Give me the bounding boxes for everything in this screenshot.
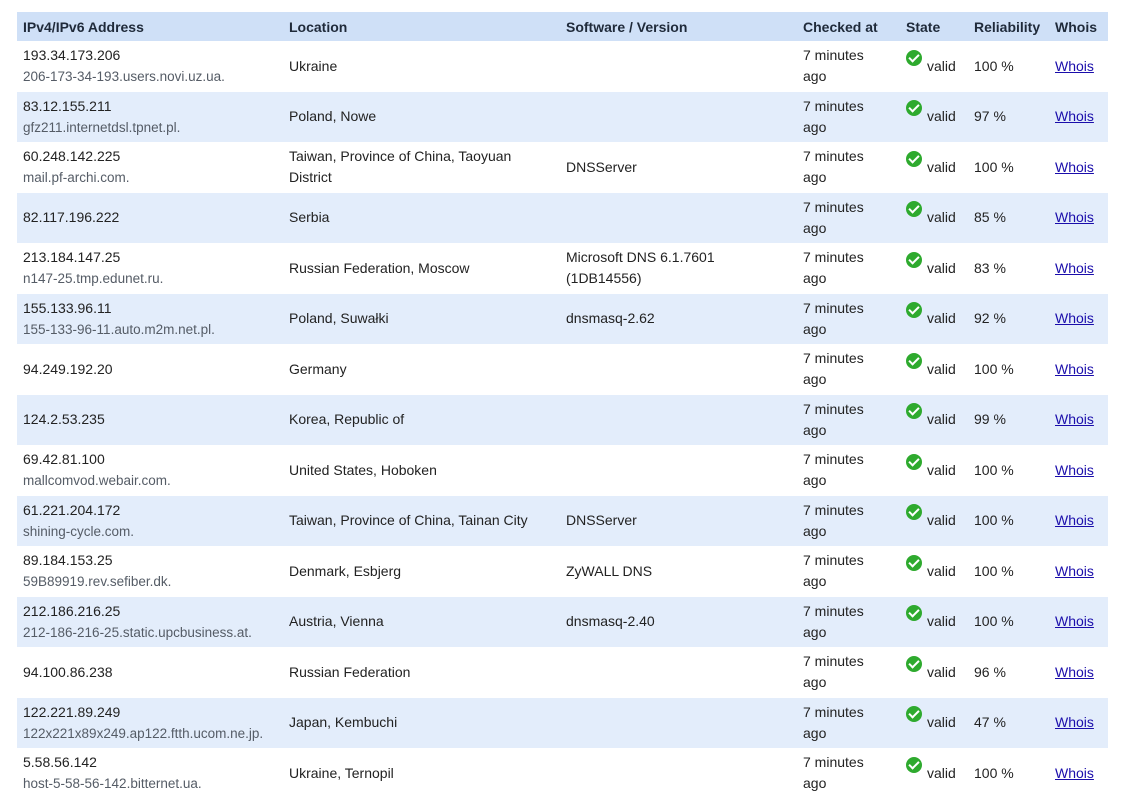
state-label: valid (927, 411, 956, 428)
header-location[interactable]: Location (283, 12, 560, 41)
address-cell (17, 546, 283, 597)
software-cell: DNSServer (566, 158, 637, 175)
ip-address: 5.58.56.142 (23, 754, 97, 771)
ip-address: 94.249.192.20 (23, 360, 113, 377)
checked-at-line2: ago (803, 775, 827, 792)
checked-at-line1: 7 minutes (803, 451, 864, 468)
whois-cell (1049, 698, 1108, 749)
location-cell: Ukraine, Ternopil (289, 764, 394, 781)
whois-cell (1049, 647, 1108, 698)
checked-at-cell (797, 748, 900, 799)
location-cell: Ukraine (289, 57, 338, 74)
table-row (17, 647, 1108, 698)
checked-at-line2: ago (803, 169, 827, 186)
address-cell (17, 445, 283, 496)
table-row (17, 597, 1108, 648)
whois-link[interactable]: Whois (1055, 259, 1094, 276)
checked-at-line1: 7 minutes (803, 148, 864, 165)
state-label: valid (927, 461, 956, 478)
ip-address: 212.186.216.25 (23, 602, 121, 619)
table-row (17, 748, 1108, 799)
checked-at-line2: ago (803, 68, 827, 85)
check-circle-icon (906, 50, 922, 66)
check-circle-icon (906, 403, 922, 419)
software-cell: DNSServer (566, 512, 637, 529)
address-cell (17, 142, 283, 193)
checked-at-cell (797, 243, 900, 294)
check-circle-icon (906, 201, 922, 217)
table-row (17, 41, 1108, 92)
check-circle-icon (906, 656, 922, 672)
whois-cell (1049, 445, 1108, 496)
checked-at-line1: 7 minutes (803, 602, 864, 619)
check-circle-icon (906, 302, 922, 318)
reliability-cell: 100 % (974, 158, 1014, 175)
software-cell: Microsoft DNS 6.1.7601 (1DB14556) (566, 249, 715, 287)
header-reliability[interactable]: Reliability (968, 12, 1049, 41)
checked-at-line2: ago (803, 118, 827, 135)
hostname: 212-186-216-25.static.upcbusiness.at. (23, 624, 252, 640)
ip-address: 122.221.89.249 (23, 703, 121, 720)
hostname: 59B89919.rev.sefiber.dk. (23, 574, 172, 590)
checked-at-cell (797, 647, 900, 698)
software-cell (560, 698, 797, 749)
table-row (17, 243, 1108, 294)
checked-at-line2: ago (803, 219, 827, 236)
table-row (17, 142, 1108, 193)
location-cell: Korea, Republic of (289, 411, 405, 428)
checked-at-cell (797, 445, 900, 496)
state-cell (900, 344, 968, 395)
checked-at-cell (797, 597, 900, 648)
state-label: valid (927, 764, 956, 781)
checked-at-line1: 7 minutes (803, 754, 864, 771)
check-circle-icon (906, 100, 922, 116)
checked-at-line2: ago (803, 421, 827, 438)
checked-at-cell (797, 344, 900, 395)
location-cell: Poland, Suwałki (289, 310, 389, 327)
table-row (17, 344, 1108, 395)
whois-link[interactable]: Whois (1055, 613, 1094, 630)
address-cell (17, 698, 283, 749)
state-cell (900, 92, 968, 143)
whois-link[interactable]: Whois (1055, 714, 1094, 731)
header-address[interactable]: IPv4/IPv6 Address (17, 12, 283, 41)
state-label: valid (927, 57, 956, 74)
checked-at-cell (797, 698, 900, 749)
address-cell (17, 748, 283, 799)
whois-cell (1049, 344, 1108, 395)
hostname: gfz211.internetdsl.tpnet.pl. (23, 119, 181, 135)
whois-cell (1049, 597, 1108, 648)
state-label: valid (927, 209, 956, 226)
whois-link[interactable]: Whois (1055, 663, 1094, 680)
table-row (17, 445, 1108, 496)
table-row (17, 496, 1108, 547)
header-software[interactable]: Software / Version (560, 12, 797, 41)
address-cell (17, 193, 283, 244)
reliability-cell: 100 % (974, 613, 1014, 630)
checked-at-line2: ago (803, 724, 827, 741)
location-cell: Poland, Nowe (289, 108, 377, 125)
state-cell (900, 748, 968, 799)
whois-link[interactable]: Whois (1055, 764, 1094, 781)
whois-link[interactable]: Whois (1055, 411, 1094, 428)
software-cell (560, 395, 797, 446)
ip-address: 83.12.155.211 (23, 97, 112, 114)
state-cell (900, 698, 968, 749)
location-cell: Russian Federation (289, 663, 411, 680)
ip-address: 213.184.147.25 (23, 249, 121, 266)
check-circle-icon (906, 757, 922, 773)
check-circle-icon (906, 504, 922, 520)
reliability-cell: 85 % (974, 209, 1006, 226)
ip-address: 124.2.53.235 (23, 411, 105, 428)
location-cell: Taiwan, Province of China, Taoyuan District (289, 148, 512, 186)
ip-address: 89.184.153.25 (23, 552, 113, 569)
address-cell (17, 496, 283, 547)
state-label: valid (927, 158, 956, 175)
state-cell (900, 597, 968, 648)
reliability-cell: 100 % (974, 57, 1014, 74)
state-cell (900, 445, 968, 496)
state-cell (900, 243, 968, 294)
checked-at-line2: ago (803, 320, 827, 337)
checked-at-line2: ago (803, 623, 827, 640)
check-circle-icon (906, 151, 922, 167)
check-circle-icon (906, 706, 922, 722)
hostname: 122x221x89x249.ap122.ftth.ucom.ne.jp. (23, 725, 264, 741)
location-cell: Japan, Kembuchi (289, 714, 398, 731)
checked-at-line1: 7 minutes (803, 47, 864, 64)
address-cell (17, 597, 283, 648)
table-row (17, 698, 1108, 749)
dns-servers-table (17, 12, 1108, 799)
checked-at-cell (797, 41, 900, 92)
check-circle-icon (906, 605, 922, 621)
state-cell (900, 647, 968, 698)
hostname: shining-cycle.com. (23, 523, 135, 539)
state-cell (900, 193, 968, 244)
reliability-cell: 83 % (974, 259, 1006, 276)
checked-at-line1: 7 minutes (803, 299, 864, 316)
reliability-cell: 100 % (974, 461, 1014, 478)
ip-address: 94.100.86.238 (23, 663, 113, 680)
address-cell (17, 41, 283, 92)
address-cell (17, 647, 283, 698)
checked-at-cell (797, 294, 900, 345)
software-cell (560, 193, 797, 244)
whois-link[interactable]: Whois (1055, 158, 1094, 175)
table-row (17, 546, 1108, 597)
whois-link[interactable]: Whois (1055, 310, 1094, 327)
table-row (17, 92, 1108, 143)
whois-link[interactable]: Whois (1055, 512, 1094, 529)
reliability-cell: 100 % (974, 512, 1014, 529)
check-circle-icon (906, 252, 922, 268)
address-cell (17, 395, 283, 446)
checked-at-cell (797, 395, 900, 446)
whois-link[interactable]: Whois (1055, 108, 1094, 125)
reliability-cell: 92 % (974, 310, 1006, 327)
ip-address: 69.42.81.100 (23, 451, 105, 468)
software-cell: ZyWALL DNS (566, 562, 653, 579)
checked-at-line1: 7 minutes (803, 501, 864, 518)
location-cell: Serbia (289, 209, 330, 226)
location-cell: Denmark, Esbjerg (289, 562, 402, 579)
state-label: valid (927, 613, 956, 630)
checked-at-line1: 7 minutes (803, 198, 864, 215)
dns-server-list (17, 12, 1108, 799)
header-whois[interactable]: Whois (1049, 12, 1108, 41)
state-label: valid (927, 360, 956, 377)
header-checked-at[interactable]: Checked at (797, 12, 900, 41)
state-cell (900, 496, 968, 547)
ip-address: 60.248.142.225 (23, 148, 121, 165)
whois-link[interactable]: Whois (1055, 360, 1094, 377)
checked-at-line1: 7 minutes (803, 552, 864, 569)
state-cell (900, 294, 968, 345)
address-cell (17, 243, 283, 294)
checked-at-line1: 7 minutes (803, 703, 864, 720)
checked-at-cell (797, 193, 900, 244)
checked-at-cell (797, 496, 900, 547)
state-label: valid (927, 259, 956, 276)
ip-address: 61.221.204.172 (23, 501, 121, 518)
hostname: 155-133-96-11.auto.m2m.net.pl. (23, 321, 215, 337)
whois-cell (1049, 748, 1108, 799)
state-label: valid (927, 714, 956, 731)
location-cell: United States, Hoboken (289, 461, 437, 478)
whois-cell (1049, 193, 1108, 244)
state-label: valid (927, 108, 956, 125)
location-cell: Germany (289, 360, 347, 377)
hostname: mail.pf-archi.com. (23, 170, 130, 186)
checked-at-line2: ago (803, 573, 827, 590)
state-label: valid (927, 663, 956, 680)
whois-cell (1049, 92, 1108, 143)
table-row (17, 294, 1108, 345)
state-cell (900, 142, 968, 193)
checked-at-line1: 7 minutes (803, 350, 864, 367)
software-cell (560, 445, 797, 496)
checked-at-line1: 7 minutes (803, 249, 864, 266)
whois-link[interactable]: Whois (1055, 562, 1094, 579)
checked-at-line1: 7 minutes (803, 400, 864, 417)
checked-at-line2: ago (803, 674, 827, 691)
state-cell (900, 41, 968, 92)
whois-link[interactable]: Whois (1055, 209, 1094, 226)
checked-at-line2: ago (803, 472, 827, 489)
table-header-row (17, 12, 1108, 41)
hostname: host-5-58-56-142.bitternet.ua. (23, 776, 202, 792)
checked-at-line1: 7 minutes (803, 653, 864, 670)
whois-cell (1049, 294, 1108, 345)
table-row (17, 395, 1108, 446)
ip-address: 155.133.96.11 (23, 299, 112, 316)
table-row (17, 193, 1108, 244)
checked-at-cell (797, 546, 900, 597)
checked-at-line2: ago (803, 522, 827, 539)
whois-cell (1049, 395, 1108, 446)
software-cell (560, 344, 797, 395)
software-cell (560, 92, 797, 143)
address-cell (17, 344, 283, 395)
reliability-cell: 97 % (974, 108, 1006, 125)
reliability-cell: 100 % (974, 764, 1014, 781)
state-cell (900, 546, 968, 597)
check-circle-icon (906, 555, 922, 571)
software-cell: dnsmasq-2.62 (566, 310, 655, 327)
software-cell (560, 748, 797, 799)
software-cell (560, 647, 797, 698)
reliability-cell: 47 % (974, 714, 1006, 731)
checked-at-line2: ago (803, 371, 827, 388)
location-cell: Russian Federation, Moscow (289, 259, 470, 276)
reliability-cell: 99 % (974, 411, 1006, 428)
whois-link[interactable]: Whois (1055, 461, 1094, 478)
whois-cell (1049, 546, 1108, 597)
reliability-cell: 100 % (974, 562, 1014, 579)
checked-at-cell (797, 142, 900, 193)
reliability-cell: 100 % (974, 360, 1014, 377)
software-cell (560, 41, 797, 92)
checked-at-line2: ago (803, 270, 827, 287)
checked-at-cell (797, 92, 900, 143)
hostname: mallcomvod.webair.com. (23, 473, 171, 489)
whois-link[interactable]: Whois (1055, 57, 1094, 74)
check-circle-icon (906, 353, 922, 369)
header-state[interactable]: State (900, 12, 968, 41)
state-label: valid (927, 512, 956, 529)
reliability-cell: 96 % (974, 663, 1006, 680)
state-label: valid (927, 562, 956, 579)
ip-address: 193.34.173.206 (23, 47, 121, 64)
address-cell (17, 92, 283, 143)
address-cell (17, 294, 283, 345)
hostname: 206-173-34-193.users.novi.uz.ua. (23, 69, 225, 85)
state-label: valid (927, 310, 956, 327)
ip-address: 82.117.196.222 (23, 209, 120, 226)
whois-cell (1049, 496, 1108, 547)
location-cell: Austria, Vienna (289, 613, 384, 630)
software-cell: dnsmasq-2.40 (566, 613, 655, 630)
whois-cell (1049, 142, 1108, 193)
check-circle-icon (906, 454, 922, 470)
hostname: n147-25.tmp.edunet.ru. (23, 271, 164, 287)
location-cell: Taiwan, Province of China, Tainan City (289, 512, 528, 529)
checked-at-line1: 7 minutes (803, 97, 864, 114)
state-cell (900, 395, 968, 446)
whois-cell (1049, 243, 1108, 294)
whois-cell (1049, 41, 1108, 92)
